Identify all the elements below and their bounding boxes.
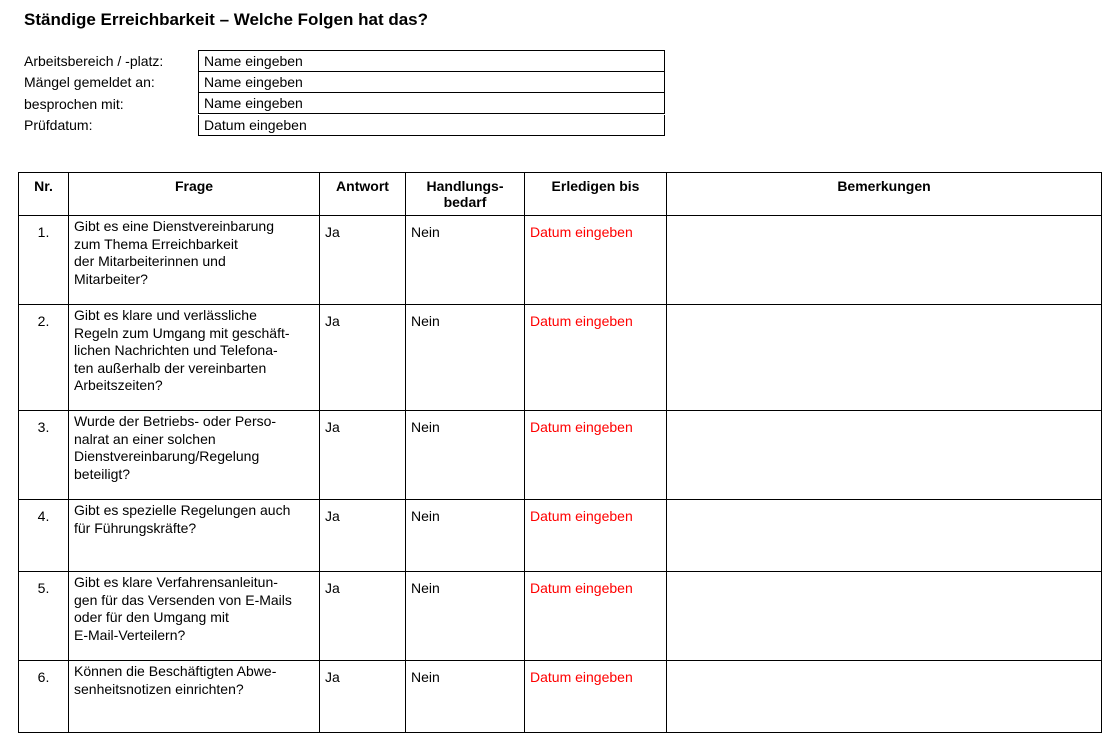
table-row [19,500,1102,572]
table-row [19,305,1102,411]
meta-row-maengel [24,72,665,94]
row-handlungsbedarf[interactable]: Nein [406,572,525,661]
row-frage-text: Können die Beschäftigten Abwe- senheitsnotizen einrichten? [74,663,277,697]
arbeitsbereich-label: Arbeitsbereich / -platz: [24,52,164,69]
table-row [19,411,1102,500]
row-nr: 3. [19,411,69,500]
header-frage: Frage [69,173,320,216]
row-antwort[interactable]: Ja [320,500,406,572]
header-handlungsbedarf-line2: bedarf [443,194,487,210]
header-erledigen: Erledigen bis [525,173,667,216]
checklist-table [18,172,1102,733]
table-row [19,572,1102,661]
besprochen-field[interactable]: Name eingeben [198,93,665,114]
row-bemerkungen[interactable] [667,305,1102,411]
row-nr: 2. [19,305,69,411]
row-antwort[interactable]: Ja [320,661,406,733]
row-frage [69,500,320,572]
row-bemerkungen[interactable] [667,661,1102,733]
header-handlungsbedarf-line1: Handlungs- [426,178,504,194]
arbeitsbereich-field[interactable]: Name eingeben [198,50,665,72]
meta-row-besprochen [24,93,665,115]
row-frage [69,572,320,661]
pruefdatum-label: Prüfdatum: [24,117,93,134]
row-antwort[interactable]: Ja [320,216,406,305]
table-row [19,661,1102,733]
table-row [19,216,1102,305]
row-handlungsbedarf[interactable]: Nein [406,411,525,500]
row-frage [69,216,320,305]
row-handlungsbedarf[interactable]: Nein [406,305,525,411]
row-frage [69,305,320,411]
table-header-row [19,173,1102,216]
row-bemerkungen[interactable] [667,500,1102,572]
header-handlungsbedarf [406,173,525,216]
meta-form [24,50,665,136]
row-frage [69,661,320,733]
meta-row-pruefdatum [24,115,665,137]
row-bemerkungen[interactable] [667,572,1102,661]
row-frage-text: Wurde der Betriebs- oder Perso- nalrat an einer solchen Dienstvereinbarung/Regelung beteiligt? [74,413,277,482]
row-handlungsbedarf[interactable]: Nein [406,216,525,305]
row-frage [69,411,320,500]
row-antwort[interactable]: Ja [320,411,406,500]
maengel-label: Mängel gemeldet an: [24,74,155,91]
pruefdatum-field[interactable]: Datum eingeben [198,115,665,136]
row-antwort[interactable]: Ja [320,572,406,661]
header-antwort: Antwort [320,173,406,216]
row-erledigen-date[interactable]: Datum eingeben [525,500,667,572]
meta-row-arbeitsbereich [24,50,665,72]
row-frage-text: Gibt es eine Dienstvereinbarung zum Thema Erreichbarkeit der Mitarbeiterinnen und Mitarbeiter? [74,218,275,287]
header-bemerkungen: Bemerkungen [667,173,1102,216]
row-frage-text: Gibt es spezielle Regelungen auch für Führungskräfte? [74,502,291,536]
row-handlungsbedarf[interactable]: Nein [406,661,525,733]
row-erledigen-date[interactable]: Datum eingeben [525,661,667,733]
row-nr: 4. [19,500,69,572]
row-nr: 1. [19,216,69,305]
row-bemerkungen[interactable] [667,411,1102,500]
row-frage-text: Gibt es klare und verlässliche Regeln zum Umgang mit geschäft- lichen Nachrichten und Telefona- ten außerhalb der vereinbarten Arbeitszeiten? [74,307,290,393]
row-frage-text: Gibt es klare Verfahrensanleitun- gen für das Versenden von E-Mails oder für den Umgang mit E-Mail-Verteilern? [74,574,292,643]
maengel-field[interactable]: Name eingeben [198,72,665,93]
besprochen-label: besprochen mit: [24,95,124,112]
header-nr: Nr. [19,173,69,216]
row-erledigen-date[interactable]: Datum eingeben [525,411,667,500]
page-title: Ständige Erreichbarkeit – Welche Folgen hat das? [24,10,429,29]
row-nr: 6. [19,661,69,733]
row-erledigen-date[interactable]: Datum eingeben [525,216,667,305]
row-handlungsbedarf[interactable]: Nein [406,500,525,572]
row-erledigen-date[interactable]: Datum eingeben [525,305,667,411]
row-bemerkungen[interactable] [667,216,1102,305]
row-antwort[interactable]: Ja [320,305,406,411]
row-erledigen-date[interactable]: Datum eingeben [525,572,667,661]
row-nr: 5. [19,572,69,661]
